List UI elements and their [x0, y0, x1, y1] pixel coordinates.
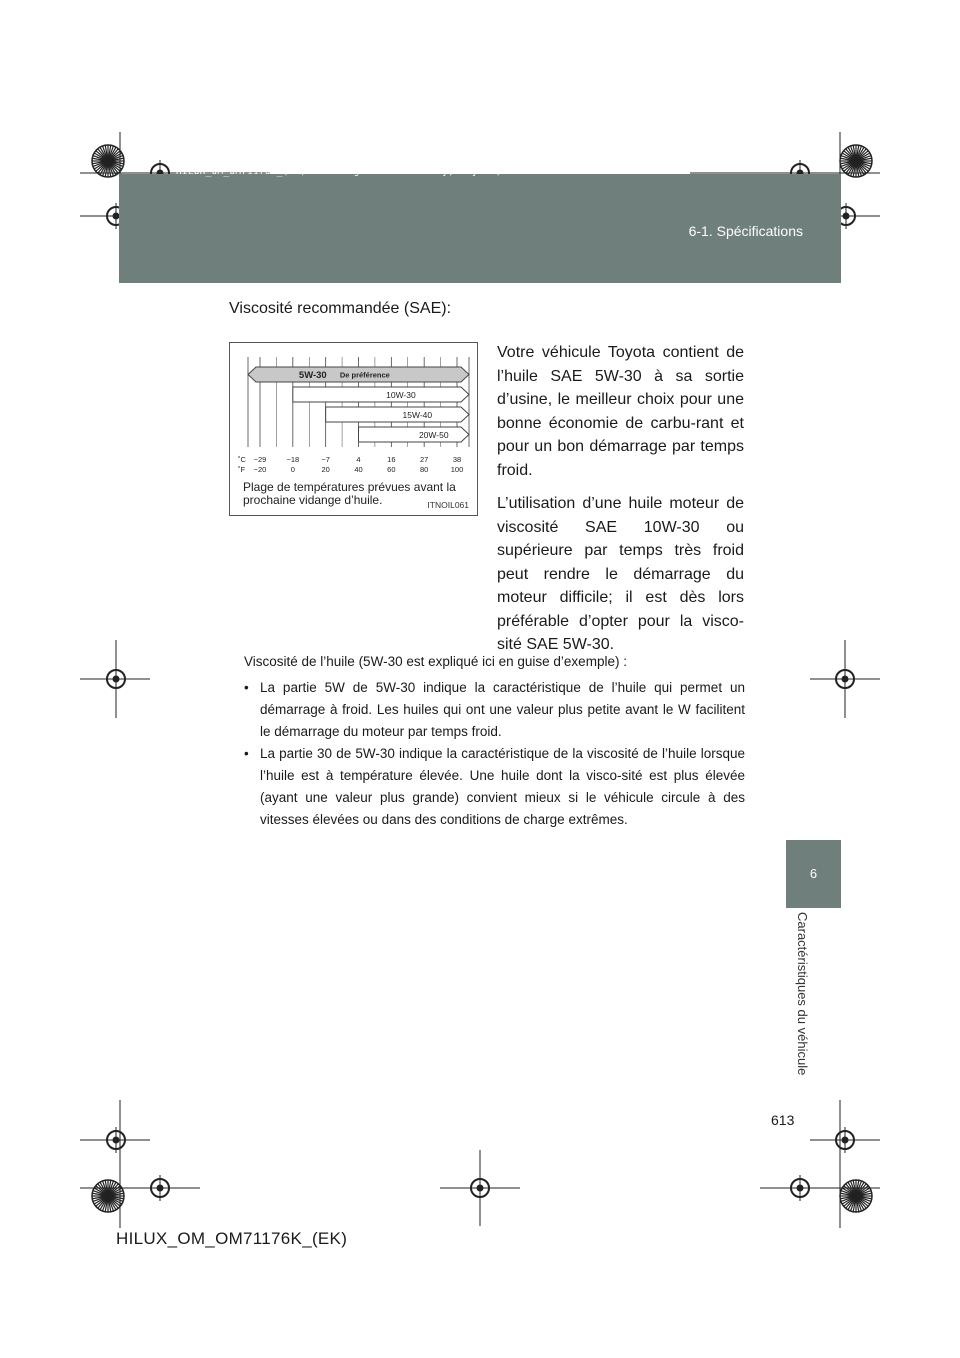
tick-label: −29 — [253, 455, 267, 464]
series-label: 5W-30 — [298, 370, 327, 381]
chapter-tab — [786, 840, 841, 908]
range-bar-20w-50 — [359, 427, 470, 442]
header-band — [119, 174, 841, 283]
bullet-glyph: • — [244, 680, 249, 695]
print-stamp: HILUX_OM_OM71176K_(EK).book Page 613 Wednesday, May 16, 2012 2:32 PM — [176, 166, 579, 177]
tick-label: 20 — [321, 465, 330, 474]
viscosity-chart — [229, 342, 478, 516]
tick-label: 4 — [356, 455, 361, 464]
tick-label: 16 — [387, 455, 396, 464]
notes-list — [244, 677, 745, 831]
bullet-glyph: • — [244, 746, 249, 761]
body-paragraph-2: L’utilisation d’une huile moteur de viscosité SAE 10W-30 ou supérieure par temps très froid peut rendre le démarrage du moteur difficile; il est dès lors préférable d’opter pour la visco-sité SAE 5W-30. — [497, 495, 744, 653]
section-title: 6-1. Spécifications — [688, 223, 803, 239]
body-text — [497, 341, 744, 667]
tick-label: 80 — [419, 465, 429, 474]
unit-label: ˚C — [238, 455, 246, 464]
tick-label: 27 — [419, 455, 429, 464]
chapter-number: 6 — [809, 866, 818, 881]
body-paragraph-1: Votre véhicule Toyota contient de l’huile SAE 5W-30 à sa sortie d’usine, le meilleur choix pour une bonne économie de carbu-rant et pour un bon démarrage par temps froid. — [497, 344, 744, 479]
series-label: 20W-50 — [418, 430, 449, 440]
chapter-title: Caractéristiques du véhicule — [795, 912, 810, 1076]
bullet-text: La partie 30 de 5W-30 indique la caractéristique de la viscosité de l’huile lorsque l’huile est à température élevée. Une huile dont la visco-sité est plus élevée (ayant une valeur plus grande) convient mieux si le véhicule circule à des vitesses élevées ou dans des conditions de charge extrêmes. — [260, 746, 745, 827]
preferred-tag: De préférence — [339, 370, 390, 380]
tick-label: −7 — [321, 455, 330, 464]
viscosity-heading: Viscosité recommandée (SAE): — [229, 300, 452, 317]
list-item — [244, 677, 745, 743]
tick-label: −20 — [253, 465, 267, 474]
viscosity-notes — [244, 651, 745, 831]
series-label: 10W-30 — [386, 390, 416, 400]
figure-code: ITNOIL061 — [427, 500, 469, 510]
range-bar-10w-30 — [293, 387, 469, 402]
bullet-text: La partie 5W de 5W-30 indique la caractéristique de l’huile qui permet un démarrage à froid. Les huiles qui ont une valeur plus petite avant le W facilitent le démarrage du moteur par temps froid. — [260, 680, 745, 739]
range-bar-15w-40 — [326, 407, 469, 422]
tick-label: 0 — [290, 465, 295, 474]
unit-label: ˚F — [238, 465, 246, 474]
page-number: 613 — [771, 1112, 795, 1128]
tick-label: 100 — [450, 465, 464, 474]
tick-label: 38 — [452, 455, 462, 464]
notes-intro: Viscosité de l’huile (5W-30 est expliqué ici en guise d’exemple) : — [244, 654, 627, 669]
chart-caption: Plage de températures prévues avant la prochaine vidange d’huile. — [243, 480, 456, 507]
tick-label: 40 — [354, 465, 363, 474]
tick-label: 60 — [387, 465, 396, 474]
list-item — [244, 743, 745, 831]
series-label: 15W-40 — [402, 410, 433, 420]
tick-label: −18 — [286, 455, 300, 464]
model-code: HILUX_OM_OM71176K_(EK) — [116, 1229, 348, 1248]
